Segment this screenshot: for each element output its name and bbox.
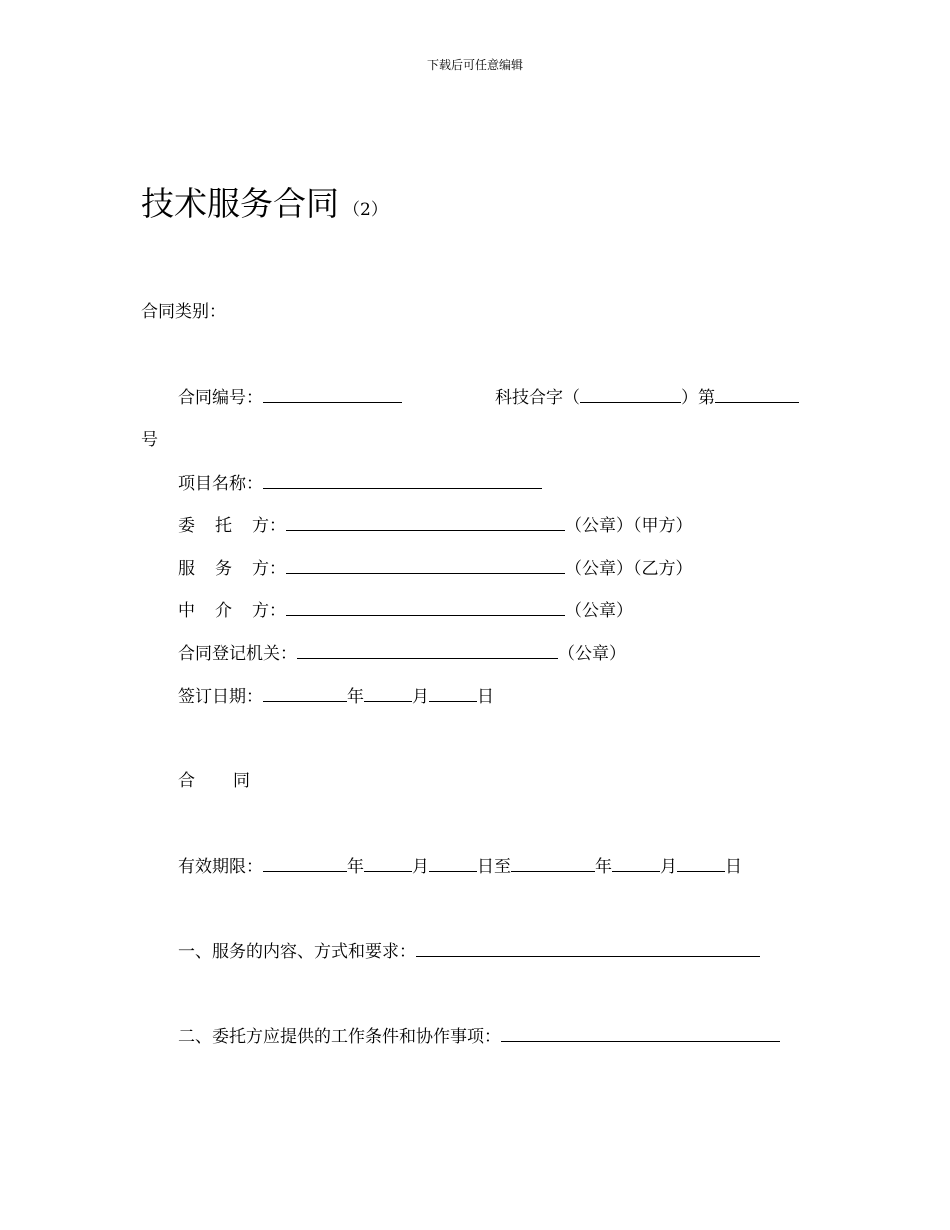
project-name-label: 项目名称：: [178, 474, 263, 494]
project-name-blank[interactable]: [263, 471, 542, 489]
provider-label-char3: 方：: [252, 559, 286, 579]
client-label-char3: 方：: [252, 516, 286, 536]
contract-heading-char2: 同: [233, 771, 250, 791]
contract-category-label: 合同类别：: [141, 302, 226, 322]
contract-heading: [178, 769, 250, 793]
intermediary-blank[interactable]: [286, 598, 565, 616]
validity-start-month-label: 月: [412, 857, 429, 877]
validity-end-day-label: 日: [725, 857, 742, 877]
client-label-char2: 托: [215, 516, 232, 536]
validity-end-month-blank[interactable]: [612, 854, 660, 872]
page-header-note: 下载后可任意编辑: [426, 58, 523, 72]
sign-date-row: [178, 684, 494, 709]
contract-ref-row: [495, 385, 799, 410]
section-2-blank[interactable]: [501, 1024, 780, 1042]
title-main: 技术服务合同: [141, 184, 339, 223]
contract-number-label: 合同编号：: [178, 388, 263, 408]
provider-note: （公章）（乙方）: [565, 559, 693, 579]
contract-ref-suffix: 号: [141, 430, 158, 450]
contract-ref-number-blank[interactable]: [715, 385, 799, 403]
provider-label-char1: 服: [178, 559, 195, 579]
intermediary-row: [178, 598, 633, 623]
validity-start-year-blank[interactable]: [263, 854, 347, 872]
provider-blank[interactable]: [286, 556, 565, 574]
sign-date-year-label: 年: [347, 687, 364, 707]
provider-row: [178, 556, 693, 581]
validity-label: 有效期限：: [178, 857, 263, 877]
registry-blank[interactable]: [297, 641, 558, 659]
intermediary-label-char3: 方：: [252, 601, 286, 621]
validity-start-day-label: 日至: [477, 857, 511, 877]
contract-ref-mid: ）第: [681, 388, 715, 408]
sign-date-month-blank[interactable]: [364, 684, 412, 702]
contract-number-row: [178, 385, 402, 410]
section-2-label: 二、委托方应提供的工作条件和协作事项：: [178, 1027, 501, 1047]
validity-row: [178, 854, 742, 879]
sign-date-label: 签订日期：: [178, 687, 263, 707]
client-note: （公章）（甲方）: [565, 516, 693, 536]
contract-category-row: [141, 300, 226, 324]
contract-heading-char1: 合: [178, 771, 195, 791]
validity-start-month-blank[interactable]: [364, 854, 412, 872]
project-name-row: [178, 471, 542, 496]
client-label-char1: 委: [178, 516, 195, 536]
client-blank[interactable]: [286, 513, 565, 531]
sign-date-month-label: 月: [412, 687, 429, 707]
intermediary-note: （公章）: [565, 601, 633, 621]
section-1-row: [178, 939, 760, 964]
title-number: （2）: [343, 200, 388, 220]
validity-end-year-blank[interactable]: [511, 854, 595, 872]
section-1-label: 一、服务的内容、方式和要求：: [178, 942, 416, 962]
intermediary-label-char1: 中: [178, 601, 195, 621]
client-row: [178, 513, 693, 538]
contract-number-blank[interactable]: [263, 385, 402, 403]
sign-date-year-blank[interactable]: [263, 684, 347, 702]
intermediary-label-char2: 介: [215, 601, 232, 621]
contract-ref-suffix-row: [141, 428, 158, 452]
registry-label: 合同登记机关：: [178, 644, 297, 664]
validity-end-month-label: 月: [660, 857, 677, 877]
contract-ref-prefix: 科技合字（: [495, 388, 580, 408]
contract-ref-year-blank[interactable]: [580, 385, 681, 403]
registry-row: [178, 641, 626, 666]
provider-label-char2: 务: [215, 559, 232, 579]
validity-start-year-label: 年: [347, 857, 364, 877]
section-1-blank[interactable]: [416, 939, 760, 957]
section-2-row: [178, 1024, 780, 1049]
document-title: [141, 178, 388, 225]
validity-end-year-label: 年: [595, 857, 612, 877]
validity-end-day-blank[interactable]: [677, 854, 725, 872]
sign-date-day-blank[interactable]: [429, 684, 477, 702]
registry-note: （公章）: [558, 644, 626, 664]
sign-date-day-label: 日: [477, 687, 494, 707]
validity-start-day-blank[interactable]: [429, 854, 477, 872]
